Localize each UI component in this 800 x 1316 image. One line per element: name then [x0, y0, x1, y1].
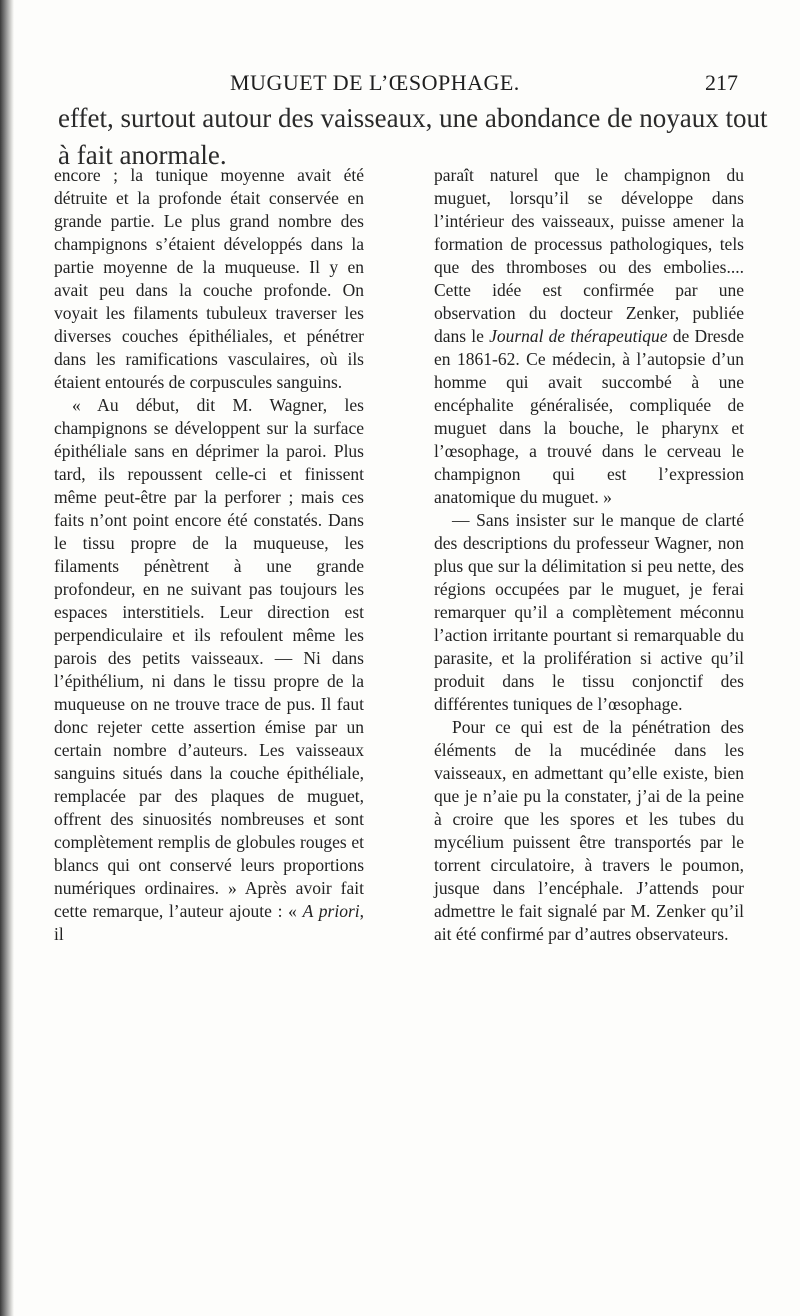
left-column [54, 164, 364, 946]
binding-shadow [0, 0, 14, 1316]
running-head [60, 70, 760, 102]
page-number: 217 [705, 70, 738, 95]
paragraph [54, 394, 364, 946]
paragraph [434, 164, 744, 509]
italic-phrase: A priori [302, 901, 360, 921]
paragraph-text: paraît naturel que le champignon du muguet, lorsqu’il se développe dans l’intérieur des vaisseaux, puisse amener la formation de processus pathologiques, tels que des thromboses ou des embolies.... Cette idée est confirmée par une observation du docteur Zenker, publiée dans le [434, 165, 744, 346]
italic-phrase: Journal de thérapeutique [489, 326, 668, 346]
paragraph-text: « Au début, dit M. Wagner, les champignons se développent sur la surface épithéliale sans en déprimer la paroi. Plus tard, ils repoussent celle-ci et finissent même peut-être par la perforer ; mais ces faits n’ont point encore été constatés. Dans le tissu propre de la muqueuse, les filaments pénètrent à une grande profondeur, en ne suivant pas toujours les espaces interstitiels. Leur direction est perpendiculaire et ils refoulent même les parois des petits vaisseaux. — Ni dans l’épithélium, ni dans le tissu propre de la muqueuse on ne trouve trace de pus. Il faut donc rejeter cette assertion émise par un certain nombre d’auteurs. Les vaisseaux sanguins situés dans la couche épithéliale, remplacée par des plaques de muguet, offrent des sinuosités nombreuses et sont complètement remplis de globules rouges et blancs qui ont conservé leurs proportions numériques ordinaires. » Après avoir fait cette remarque, l’auteur ajoute : « [54, 395, 364, 921]
paragraph: Pour ce qui est de la pénétration des éléments de la mucédinée dans les vaisseaux, en admettant qu’elle existe, bien que je n’aie pu la constater, j’ai de la peine à croire que les spores et les tubes du mycélium puissent être transportés par le torrent circulatoire, à travers le poumon, jusque dans l’encéphale. J’attends pour admettre le fait signalé par M. Zenker qu’il ait été confirmé par d’autres observateurs. [434, 717, 744, 944]
paragraph: — Sans insister sur le manque de clarté des descriptions du professeur Wagner, non plus que sur la délimitation si peu nette, des régions occupées par le muguet, je ferai remarquer qu’il a complètement méconnu l’action irritante pourtant si remarquable du parasite, et la prolifération si active qu’il produit dans le tissu conjonctif des différentes tuniques de l’œsophage. [434, 510, 744, 714]
paragraph: encore ; la tunique moyenne avait été détruite et la profonde était conservée en grande partie. Le plus grand nombre des champignons s’étaient développés dans la partie moyenne de la muqueuse. Il y en avait peu dans la couche profonde. On voyait les filaments tubuleux traverser les diverses couches épithéliales, et pénétrer dans les ramifications vasculaires, où ils étaient entourés de corpuscules sanguins. [54, 165, 364, 392]
lead-text: effet, surtout autour des vaisseaux, une abondance de noyaux tout à fait anormale. [58, 103, 768, 170]
running-title: MUGUET DE L’ŒSOPHAGE. [230, 70, 520, 95]
paragraph-text: , il [54, 901, 364, 944]
right-column [434, 164, 744, 946]
paragraph-text: de Dresde en 1861-62. Ce médecin, à l’autopsie d’un homme qui avait succombé à une encéphalite généralisée, compliquée de muguet dans la bouche, le pharynx et l’œsophage, a trouvé dans le cerveau le champignon qui est l’expression anatomique du muguet. » [434, 326, 745, 507]
